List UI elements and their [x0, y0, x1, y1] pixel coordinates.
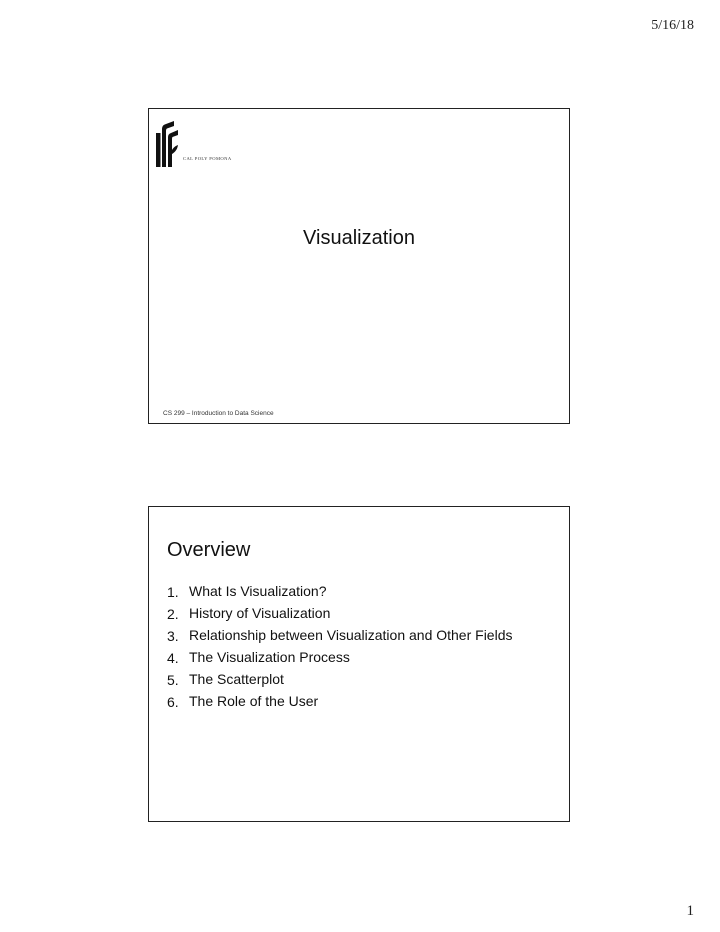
list-item-number: 5. — [167, 672, 179, 688]
list-item-number: 3. — [167, 628, 179, 644]
list-item-text: Relationship between Visualization and Other Fields — [189, 627, 513, 643]
page-number: 1 — [686, 903, 694, 919]
list-item — [167, 691, 547, 713]
slide-overview — [148, 506, 570, 822]
list-item-text: The Role of the User — [189, 693, 319, 709]
page-date: 5/16/18 — [651, 18, 694, 33]
list-item-text: What Is Visualization? — [189, 583, 327, 599]
slide-footer: CS 299 – Introduction to Data Science — [163, 410, 274, 417]
list-item-text: The Scatterplot — [189, 671, 284, 687]
logo-text: CAL POLY POMONA — [183, 156, 232, 161]
cal-poly-pomona-logo — [156, 121, 246, 167]
list-item-number: 1. — [167, 584, 179, 600]
list-item — [167, 581, 547, 603]
slide-title-text: Visualization — [303, 227, 415, 249]
list-item — [167, 647, 547, 669]
list-item-number: 6. — [167, 694, 179, 710]
overview-title: Overview — [167, 539, 251, 561]
list-item-number: 4. — [167, 650, 179, 666]
list-item-number: 2. — [167, 606, 179, 622]
list-item-text: The Visualization Process — [189, 649, 350, 665]
cal-poly-pomona-logo-icon — [156, 121, 178, 167]
overview-list — [167, 581, 547, 713]
list-item — [167, 669, 547, 691]
list-item — [167, 603, 547, 625]
slide-title — [148, 108, 570, 424]
list-item-text: History of Visualization — [189, 605, 331, 621]
list-item — [167, 625, 547, 647]
